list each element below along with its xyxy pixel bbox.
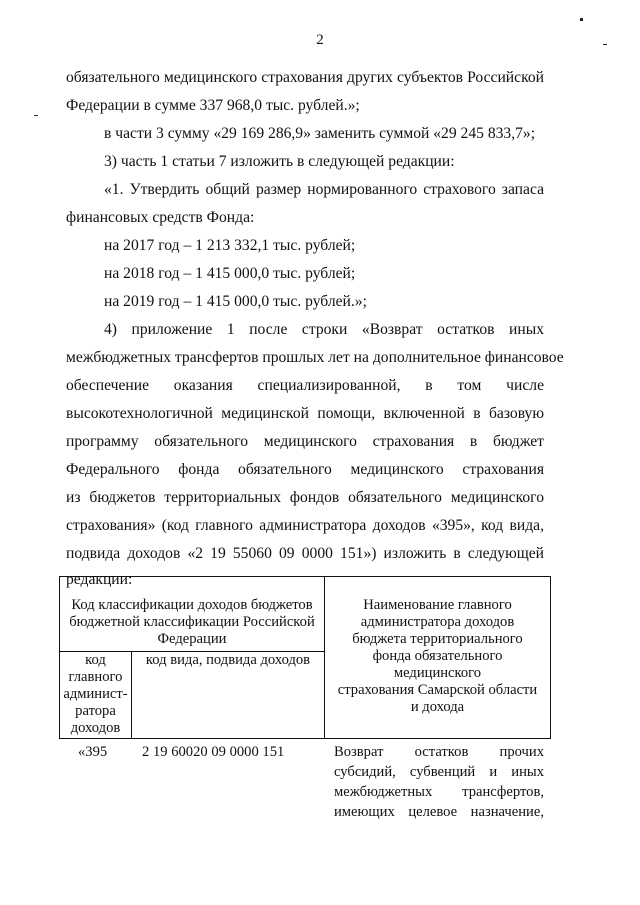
row-name: Возврат остатков прочих субсидий, субвенций и иных межбюджетных трансфертов, имеющих целевое назначение,: [334, 744, 544, 820]
text-line: обязательного медицинского страхования других субъектов Российской: [66, 69, 544, 86]
text-line: финансовых средств Фонда:: [66, 209, 255, 226]
text-line: редакции:: [66, 571, 133, 588]
scan-mark: [580, 18, 583, 21]
text-line: Федерации в сумме 337 968,0 тыс. рублей.»;: [66, 97, 360, 114]
text-line: на 2018 год – 1 415 000,0 тыс. рублей;: [104, 265, 356, 282]
scan-mark: [34, 115, 38, 116]
header-type-code: код вида, подвида доходов: [132, 652, 325, 739]
classification-table: [59, 576, 551, 739]
text-line: в части 3 сумму «29 169 286,9» заменить суммой «29 245 833,7»;: [104, 125, 536, 142]
text-line: подвида доходов «2 19 55060 09 0000 151») изложить в следующей: [66, 545, 544, 562]
text-line: 4) приложение 1 после строки «Возврат остатков иных: [104, 321, 544, 338]
text-line: программу обязательного медицинского страхования в бюджет: [66, 433, 544, 450]
text-line: 3) часть 1 статьи 7 изложить в следующей редакции:: [104, 153, 455, 170]
text-line: на 2019 год – 1 415 000,0 тыс. рублей.»;: [104, 293, 367, 310]
text-line: межбюджетных трансфертов прошлых лет на дополнительное финансовое: [66, 349, 564, 366]
header-admin-code: код главного админист- ратора доходов: [60, 652, 132, 739]
row-type-code: 2 19 60020 09 0000 151: [142, 744, 285, 760]
text-line: «1. Утвердить общий размер нормированного страхового запаса: [104, 181, 544, 198]
text-line: на 2017 год – 1 213 332,1 тыс. рублей;: [104, 237, 356, 254]
text-line: высокотехнологичной медицинской помощи, включенной в базовую: [66, 405, 544, 422]
text-line: обеспечение оказания специализированной, в том числе: [66, 377, 544, 394]
text-line: Федерального фонда обязательного медицинского страхования: [66, 461, 544, 478]
header-left: Код классификации доходов бюджетов бюджетной классификации Российской Федерации: [60, 597, 325, 652]
text-line: страхования» (код главного администратора доходов «395», код вида,: [66, 517, 544, 534]
page-number: 2: [316, 32, 324, 48]
text-line: из бюджетов территориальных фондов обязательного медицинского: [66, 489, 544, 506]
scan-mark: [603, 44, 607, 45]
header-right: Наименование главного администратора доходов бюджета территориального фонда обязательного медицинского страхования Самарской области и дохода: [325, 597, 551, 739]
row-admin-code: «395: [78, 744, 108, 760]
